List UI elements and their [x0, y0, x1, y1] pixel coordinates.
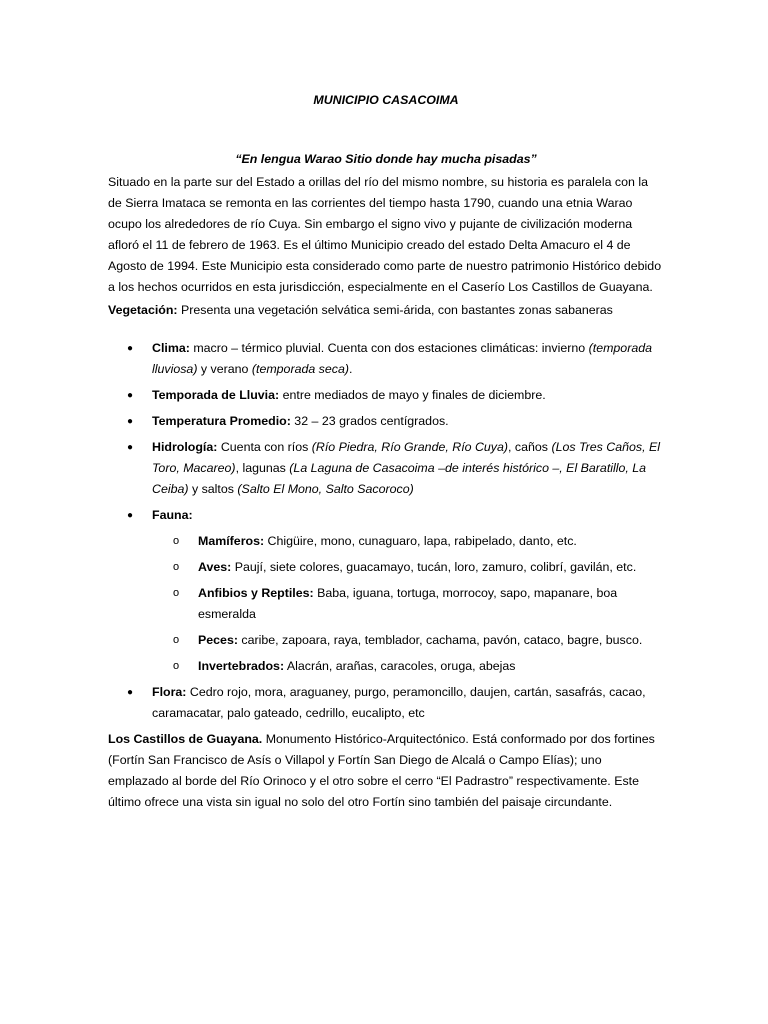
fauna-sublist: [152, 531, 664, 677]
fauna-item-peces: [152, 630, 664, 651]
clima-text-1: macro – térmico pluvial. Cuenta con dos estaciones climáticas: invierno: [189, 341, 589, 355]
list-item-hidrologia: [108, 437, 664, 500]
bullet-icon: ●: [127, 510, 134, 521]
bullet-icon: ●: [127, 416, 134, 427]
fauna-item-text: caribe, zapoara, raya, temblador, cachama, pavón, cataco, bagre, busco.: [237, 633, 643, 647]
fauna-item-invertebrados: [152, 656, 664, 677]
circle-bullet-icon: o: [173, 561, 180, 573]
hidrologia-italic-4: (Salto El Mono, Salto Sacoroco): [237, 482, 414, 496]
fauna-label: Fauna:: [152, 508, 193, 522]
lluvia-text: entre mediados de mayo y finales de diciembre.: [279, 388, 546, 402]
temperatura-text: 32 – 23 grados centígrados.: [290, 414, 449, 428]
bullet-icon: ●: [127, 687, 134, 698]
document-subtitle: “En lengua Warao Sitio donde hay mucha pisadas”: [235, 152, 537, 166]
list-item-fauna: [108, 505, 664, 677]
fauna-item-text: Paují, siete colores, guacamayo, tucán, loro, zamuro, colibrí, gavilán, etc.: [231, 560, 637, 574]
hidrologia-text-3: , lagunas: [235, 461, 290, 475]
document-title: MUNICIPIO CASACOIMA: [313, 93, 459, 107]
fauna-item-label: Anfibios y Reptiles:: [198, 586, 314, 600]
hidrologia-text-4: y saltos: [188, 482, 238, 496]
hidrologia-text-1: Cuenta con ríos: [217, 440, 312, 454]
characteristics-list: [108, 338, 664, 724]
circle-bullet-icon: o: [173, 535, 180, 547]
temperatura-label: Temperatura Promedio:: [152, 414, 291, 428]
fauna-item-text: Alacrán, arañas, caracoles, oruga, abejas: [284, 659, 516, 673]
clima-text-3: .: [348, 362, 353, 376]
intro-paragraph: Situado en la parte sur del Estado a orillas del río del mismo nombre, su historia es paralela con la de Sierra Imataca se remonta en las corrientes del tiempo hasta 1790, cuando una etnia Warao ocupo los alrededores de río Cuya. Sin embargo el signo vivo y pujante de civilización moderna afloró el 11 de febrero de 1963. Es el último Municipio creado del estado Delta Amacuro el 4 de Agosto de 1994. Este Municipio esta considerado como parte de nuestro patrimonio Histórico debido a los hechos ocurridos en esta jurisdicción, especialmente en el Caserío Los Castillos de Guayana.: [108, 175, 662, 294]
hidrologia-italic-1: (Río Piedra, Río Grande, Río Cuya): [311, 440, 509, 454]
hidrologia-label: Hidrología:: [152, 440, 218, 454]
fauna-item-label: Invertebrados:: [198, 659, 285, 673]
castillos-label: Los Castillos de Guayana.: [108, 732, 263, 746]
fauna-item-anfibios: [152, 583, 664, 625]
fauna-item-label: Peces:: [198, 633, 238, 647]
hidrologia-text-2: , caños: [508, 440, 552, 454]
circle-bullet-icon: o: [173, 587, 180, 599]
flora-label: Flora:: [152, 685, 187, 699]
hidrologia-italic-2: (Los Tres Caños, El Toro, Macareo): [152, 440, 661, 475]
vegetacion-paragraph: [108, 300, 664, 321]
castillos-text: Monumento Histórico-Arquitectónico. Está conformado por dos fortines (Fortín San Francisco de Asís o Villapol y Fortín San Diego de Alcalá o Campo Elías); uno emplazado al borde del Río Orinoco y el otro sobre el cerro “El Padrastro” respectivamente. Este último ofrece una vista sin igual no solo del otro Fortín sino también del paisaje circundante.: [108, 732, 655, 809]
castillos-paragraph: [108, 729, 664, 813]
fauna-item-aves: [152, 557, 664, 578]
fauna-item-text: Baba, iguana, tortuga, morrocoy, sapo, mapanare, boa esmeralda: [198, 586, 618, 621]
vegetacion-text: Presenta una vegetación selvática semi-árida, con bastantes zonas sabaneras: [177, 303, 613, 317]
clima-italic-1: (temporada lluviosa): [152, 341, 652, 376]
list-item-flora: [108, 682, 664, 724]
bullet-icon: ●: [127, 442, 134, 453]
clima-text-2: y verano: [197, 362, 252, 376]
lluvia-label: Temporada de Lluvia:: [152, 388, 280, 402]
hidrologia-italic-3: (La Laguna de Casacoima –de interés histórico –, El Baratillo, La Ceiba): [152, 461, 647, 496]
vegetacion-label: Vegetación:: [108, 303, 178, 317]
document-page: [108, 90, 664, 813]
circle-bullet-icon: o: [173, 634, 180, 646]
bullet-icon: ●: [127, 343, 134, 354]
clima-label: Clima:: [152, 341, 190, 355]
list-item-lluvia: [108, 385, 664, 406]
flora-text: Cedro rojo, mora, araguaney, purgo, peramoncillo, daujen, cartán, sasafrás, cacao, caramacatar, palo gateado, cedrillo, eucalipto, etc: [152, 685, 646, 720]
fauna-item-mamiferos: [152, 531, 664, 552]
fauna-item-label: Mamíferos:: [198, 534, 265, 548]
list-item-clima: [108, 338, 664, 380]
clima-italic-2: (temporada seca): [251, 362, 349, 376]
bullet-icon: ●: [127, 390, 134, 401]
list-item-temperatura: [108, 411, 664, 432]
fauna-item-label: Aves:: [198, 560, 232, 574]
fauna-item-text: Chigüire, mono, cunaguaro, lapa, rabipelado, danto, etc.: [264, 534, 577, 548]
circle-bullet-icon: o: [173, 660, 180, 672]
